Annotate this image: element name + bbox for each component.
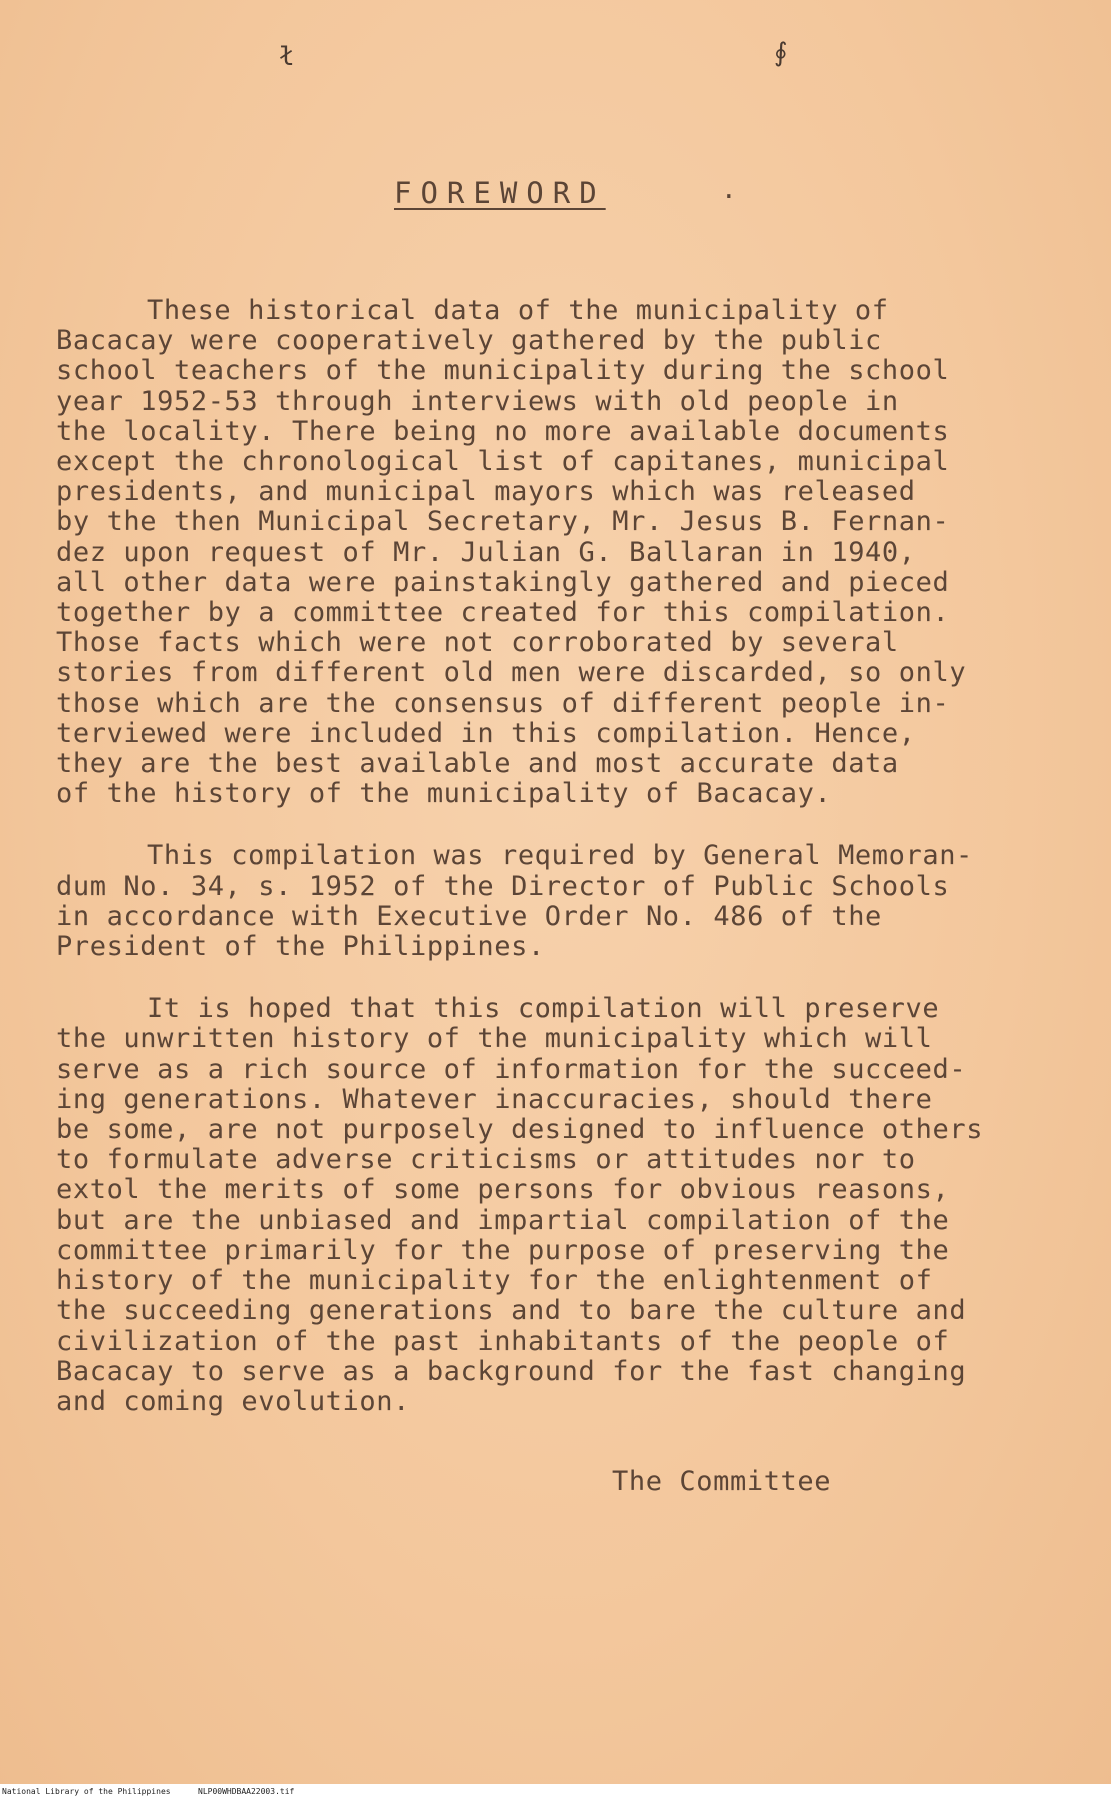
foreword-body (56, 296, 1056, 1449)
top-right-pen-mark: ∮ (774, 38, 788, 68)
scan-footer (0, 1784, 1111, 1800)
paragraph-3: It is hoped that this compilation will preserve the unwritten history of the municipality which will serve as a rich source of information for the succeed- ing generations. Whatever inaccuracies, should there be some, are not purposely designed to influence others to formulate adverse criticisms or attitudes nor to extol the merits of some persons for obvious reasons, but are the unbiased and impartial compilation of the committee primarily for the purpose of preserving the history of the municipality for the enlightenment of the succeeding generations and to bare the culture and civilization of the past inhabitants of the people of Bacacay to serve as a background for the fast changing and coming evolution. (56, 993, 984, 1417)
library-label: National Library of the Philippines (2, 1787, 171, 1796)
paragraph-2: This compilation was required by General Memoran- dum No. 34, s. 1952 of the Director of Public Schools in accordance with Executive Order No. 486 of the President of the Philippines. (56, 840, 973, 963)
page-title: FOREWORD (394, 176, 606, 210)
signature-line: The Committee (612, 1466, 832, 1497)
file-id-label: NLP00WHDBAA22003.tif (198, 1787, 295, 1796)
paragraph-1: These historical data of the municipality of Bacacay were cooperatively gathered by the public school teachers of the municipality during the school year 1952-53 through interviews with old people in the locality. There being no more available documents except the chronological list of capitanes, municipal presidents, and municipal mayors which was released by the then Municipal Secretary, Mr. Jesus B. Fernan- dez upon request of Mr. Julian G. Ballaran in 1940, all other data were painstakingly gathered and pieced together by a committee created for this compilation. Those facts which were not corroborated by several stories from different old men were discarded, so only those which are the consensus of different people in- terviewed were included in this compilation. Hence, they are the best available and most accurate data of the history of the municipality of Bacacay. (56, 295, 967, 810)
top-left-pen-mark: ł (279, 42, 295, 72)
title-dot: . (721, 175, 738, 205)
